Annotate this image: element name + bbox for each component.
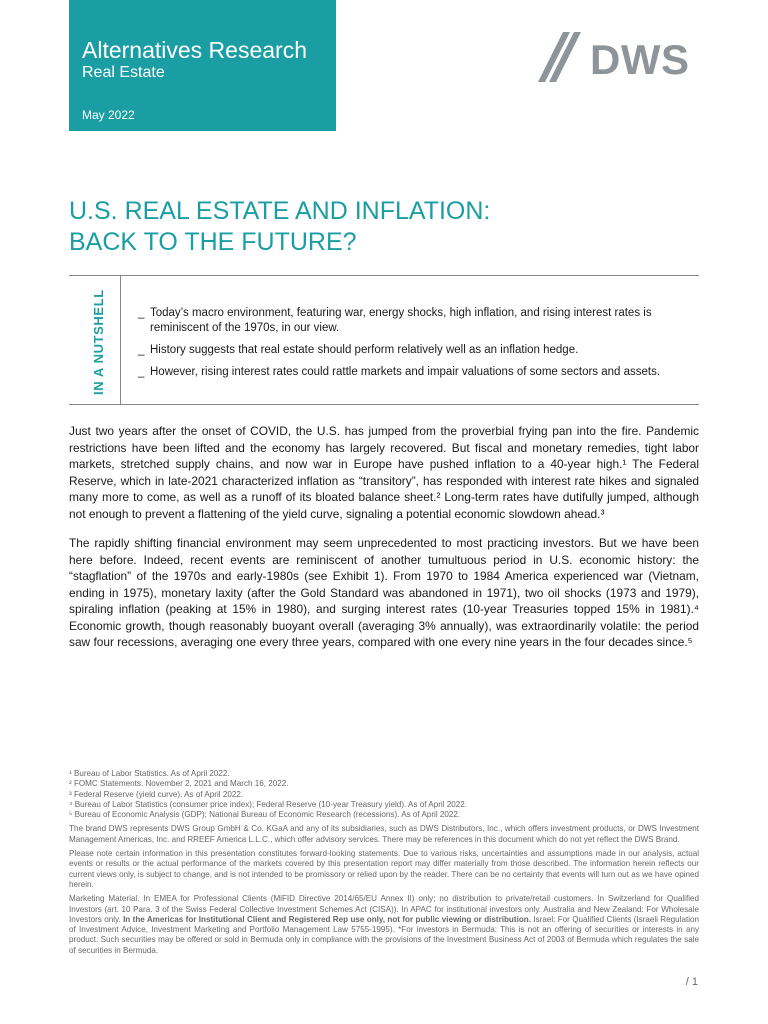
bullet-text: History suggests that real estate should perform relatively well as an inflation hedge. xyxy=(150,344,579,356)
publication-date: May 2022 xyxy=(82,108,135,122)
disclaimer-brand: The brand DWS represents DWS Group GmbH & Co. KGaA and any of its subsidiaries, such as DWS Distributors, Inc., which offers investment products, or DWS Investment Management Americas, Inc. and RREEF America L.L.C., which offer advisory services. There may be references in this document which do not yet reflect the DWS Brand. xyxy=(69,824,699,844)
footnote: ³ Federal Reserve (yield curve). As of April 2022. xyxy=(69,789,244,799)
footnote: ⁴ Bureau of Labor Statistics (consumer price index); Federal Reserve (10-year Treasury yield). As of April 2022. xyxy=(69,799,467,809)
nutshell-bullet xyxy=(138,365,698,380)
page-title xyxy=(69,196,709,258)
nutshell-vertical-divider xyxy=(120,276,121,404)
logo-text: DWS xyxy=(590,36,690,83)
disclaimer-marketing-bold: In the Americas for Institutional Client and Registered Rep use only, not for public viewing or distribution. xyxy=(123,914,531,924)
footnote: ¹ Bureau of Labor Statistics. As of April 2022. xyxy=(69,769,230,778)
body-paragraph: The rapidly shifting financial environment may seem unprecedented to most practicing investors. But we have been here before. Indeed, recent events are reminiscent of another tumultuous period in U.S. economic history: the “stagflation” of the 1970s and early-1980s (see Exhibit 1). From 1970 to 1984 America experienced war (Vietnam, ending in 1975), monetary laxity (after the Gold Standard was abandoned in 1971), two oil shocks (1973 and 1979), spiraling inflation (peaking at 15% in 1980), and surging interest rates (10-year Treasuries topped 15% in 1981).⁴ Economic growth, though reasonably buoyant overall (averaging 3% annually), was extraordinarily volatile: the period saw four recessions, averaging one every three years, compared with one every nine years in the four decades since.⁵ xyxy=(69,536,699,649)
title-line: BACK TO THE FUTURE? xyxy=(69,228,357,256)
logo-slashes-icon xyxy=(538,32,588,84)
footnote: ⁵ Bureau of Economic Analysis (GDP); National Bureau of Economic Research (recessions). As of April 2022. xyxy=(69,810,461,820)
page-number: / 1 xyxy=(685,976,698,988)
bullet-mark: _ xyxy=(138,344,145,356)
footnotes xyxy=(69,769,699,956)
dws-logo xyxy=(538,32,700,84)
series-subtitle: Real Estate xyxy=(82,64,165,81)
nutshell-bullet xyxy=(138,343,698,358)
disclaimer-marketing xyxy=(69,894,699,956)
body-paragraph: Just two years after the onset of COVID, the U.S. has jumped from the proverbial frying pan into the fire. Pandemic restrictions have been lifted and the economy has largely recovered. But fiscal and monetary remedies, tight labor markets, stretched supply chains, and now war in Europe have pushed inflation to a 40-year high.¹ The Federal Reserve, which in late-2021 characterized inflation as “transitory”, has responded with interest rate hikes and signaled many more to come, as well as a runoff of its bloated balance sheet.² Long-term rates have dutifully jumped, although not enough to prevent a flattening of the yield curve, signaling a potential economic slowdown ahead.³ xyxy=(69,424,699,521)
nutshell-bullets xyxy=(138,306,698,387)
bullet-text: Today’s macro environment, featuring war, energy shocks, high inflation, and rising interest rates is reminiscent of the 1970s, in our view. xyxy=(150,307,652,334)
disclaimer-marketing-text: Israel: For Qualified Clients (Israeli Regulation of Investment Advice, Investment Marketing and Portfolio Management Law 5755-1995). *For investors in Bermuda: This is not an offering of securities or interests in any product. Such securities may be offered or sold in Bermuda only in compliance with the provisions of the Investment Business Act of 2003 of Bermuda which regulates the sale of securities in Bermuda. xyxy=(69,914,699,955)
bullet-mark: _ xyxy=(138,366,145,378)
nutshell-top-divider xyxy=(69,275,699,276)
disclaimer-forward-looking: Please note certain information in this presentation constitutes forward-looking statements. Due to various risks, uncertainties and assumptions made in our analysis, actual events or results or the actual performance of the markets covered by this presentation report may differ materially from those described. The information herein reflects our current views only, is subject to change, and is not intended to be promissory or relied upon by the reader. There can be no certainty that events will turn out as we have opined herein. xyxy=(69,849,699,889)
nutshell-label: IN A NUTSHELL xyxy=(91,289,106,395)
header-banner xyxy=(69,0,336,131)
bullet-text: However, rising interest rates could rattle markets and impair valuations of some sectors and assets. xyxy=(150,366,661,378)
series-title: Alternatives Research xyxy=(82,37,307,63)
footnote: ² FOMC Statements. November 2, 2021 and March 16, 2022. xyxy=(69,779,289,789)
nutshell-bottom-divider xyxy=(69,404,699,405)
disclaimer-marketing-text: Marketing Material. In EMEA for Professional Clients (MiFID Directive 2014/65/EU Annex II) only; no distribution to private/retail customers. In Switzerland for Qualified Investors (art. 10 Para. 3 of the Swiss Federal Collective Investment Schemes Act (CISA)). In APAC for institutional investors only. Australia and New Zealand: For Wholesale Investors only. xyxy=(69,894,699,924)
bullet-mark: _ xyxy=(138,307,145,319)
title-line: U.S. REAL ESTATE AND INFLATION: xyxy=(69,197,491,225)
nutshell-bullet xyxy=(138,306,698,336)
body-text xyxy=(69,423,699,664)
